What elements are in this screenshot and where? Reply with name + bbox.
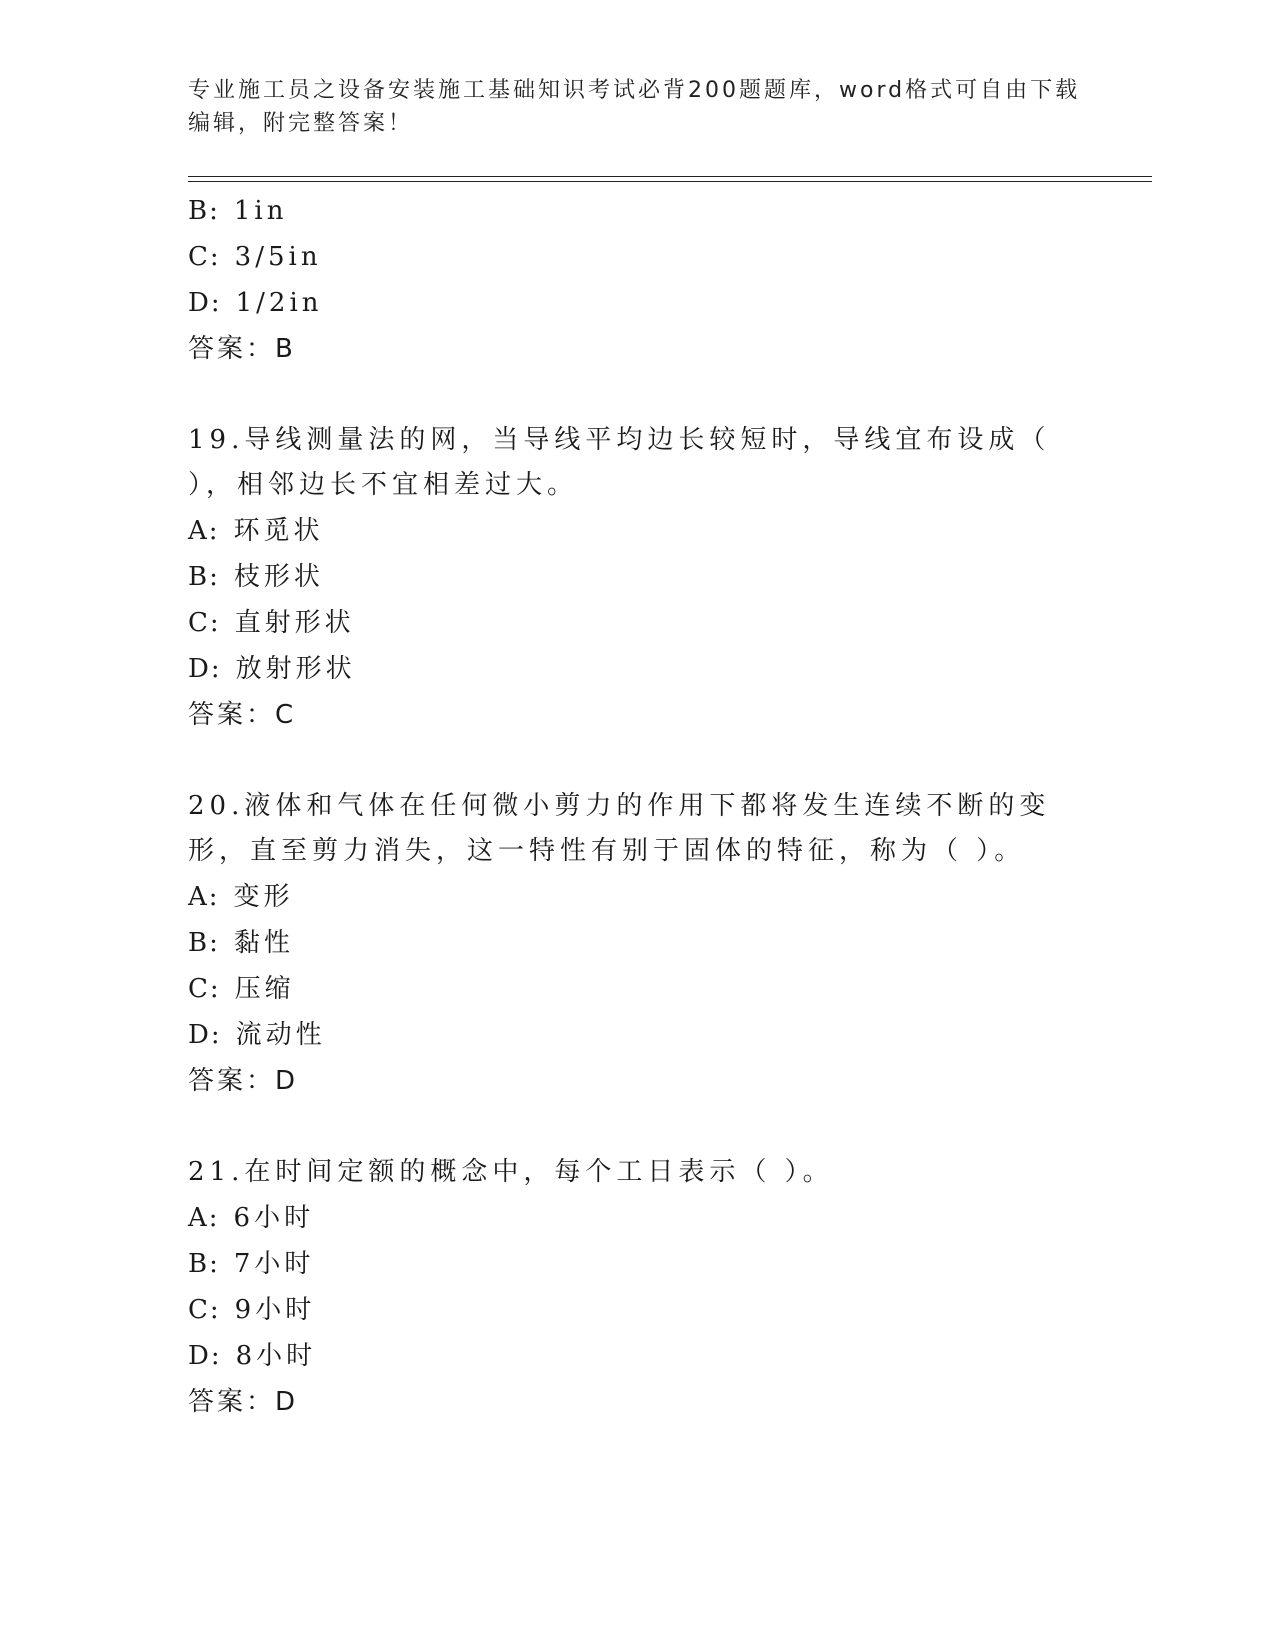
option-text: 1in (233, 196, 288, 226)
option-letter: B: (188, 928, 220, 958)
option-text: 变形 (233, 882, 294, 912)
option-b (188, 554, 1088, 600)
document-header: 专业施工员之设备安装施工基础知识考试必背200题题库，word格式可自由下载编辑，附完整答案！ (188, 78, 1081, 136)
option-letter: A: (188, 516, 220, 546)
option-letter: C: (188, 974, 221, 1004)
option-text: 压缩 (234, 974, 295, 1004)
option-c (188, 234, 1088, 280)
option-letter: C: (188, 1295, 221, 1325)
option-letter: B: (188, 562, 220, 592)
header-divider-top (188, 176, 1152, 177)
option-text: 黏性 (233, 928, 294, 958)
option-d (188, 646, 1088, 692)
option-c (188, 600, 1088, 646)
option-text: 7小时 (233, 1249, 315, 1279)
question-stem: 20.液体和气体在任何微小剪力的作用下都将发生连续不断的变形，直至剪力消失，这一特性有别于固体的特征，称为（ ）。 (188, 791, 1051, 866)
option-letter: D: (188, 1341, 222, 1371)
question-content (188, 188, 1088, 1425)
option-b (188, 1241, 1088, 1287)
header-divider-bottom (188, 181, 1152, 182)
answer-line: 答案：C (188, 700, 297, 730)
answer-line: 答案：D (188, 1387, 299, 1417)
option-a (188, 874, 1088, 920)
option-text: 流动性 (235, 1020, 326, 1050)
option-c (188, 1287, 1088, 1333)
option-text: 8小时 (235, 1341, 317, 1371)
question-19 (188, 418, 1088, 738)
question-stem: 19.导线测量法的网，当导线平均边长较短时，导线宜布设成（ ），相邻边长不宜相差过大。 (188, 425, 1051, 500)
option-text: 1/2in (235, 288, 323, 318)
option-letter: B: (188, 196, 220, 226)
option-d (188, 1012, 1088, 1058)
option-b (188, 920, 1088, 966)
option-letter: A: (188, 1203, 220, 1233)
option-text: 6小时 (233, 1203, 315, 1233)
option-d (188, 280, 1088, 326)
answer-line: 答案：D (188, 1066, 299, 1096)
answer-line: 答案：B (188, 334, 296, 364)
option-c (188, 966, 1088, 1012)
option-letter: C: (188, 242, 221, 272)
option-letter: B: (188, 1249, 220, 1279)
option-a (188, 1195, 1088, 1241)
option-text: 3/5in (234, 242, 322, 272)
question-21 (188, 1150, 1088, 1425)
option-letter: D: (188, 288, 222, 318)
option-text: 9小时 (234, 1295, 316, 1325)
option-text: 枝形状 (233, 562, 324, 592)
option-text: 直射形状 (234, 608, 355, 638)
option-letter: C: (188, 608, 221, 638)
option-b (188, 188, 1088, 234)
option-letter: D: (188, 654, 222, 684)
option-text: 环觅状 (233, 516, 324, 546)
option-a (188, 508, 1088, 554)
option-letter: A: (188, 882, 220, 912)
option-letter: D: (188, 1020, 222, 1050)
question-20 (188, 784, 1088, 1104)
option-text: 放射形状 (235, 654, 356, 684)
question-18-continuation (188, 188, 1088, 372)
question-stem: 21.在时间定额的概念中，每个工日表示（ ）。 (188, 1157, 834, 1187)
option-d (188, 1333, 1088, 1379)
